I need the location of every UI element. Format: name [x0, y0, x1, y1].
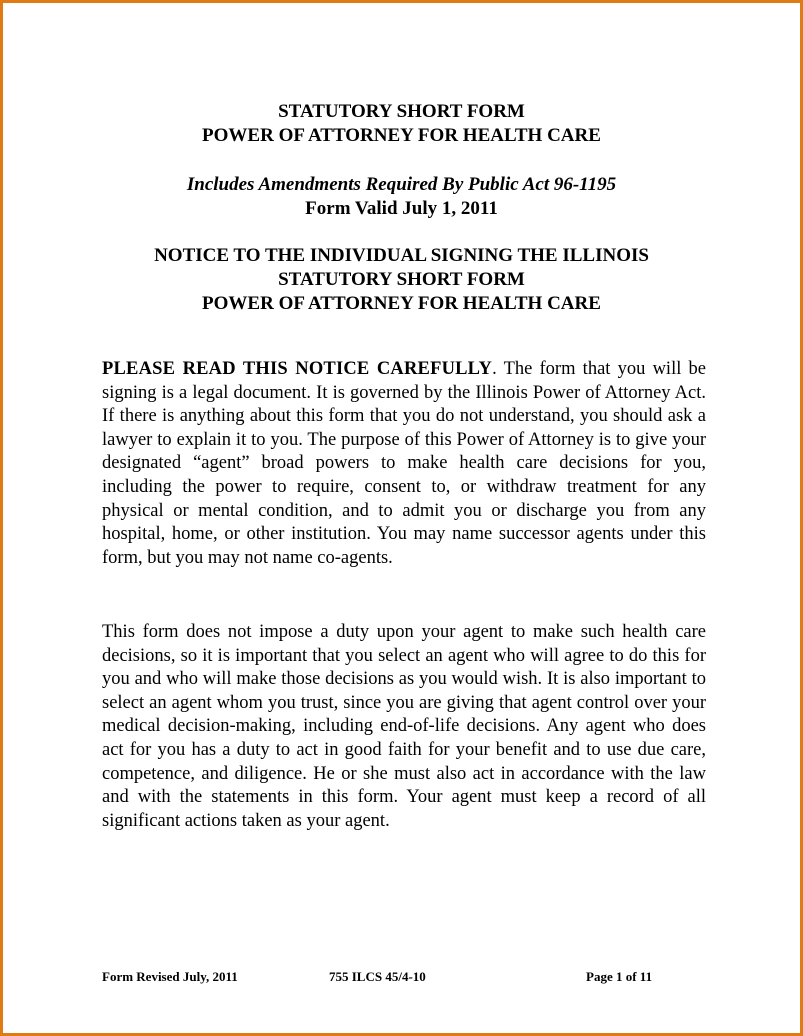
notice-heading — [3, 244, 800, 316]
amendments-note: Includes Amendments Required By Public Act 96-1195 — [186, 174, 617, 195]
notice-heading-line-3: POWER OF ATTORNEY FOR HEALTH CARE — [202, 293, 601, 314]
footer-revised-date: Form Revised July, 2011 — [102, 969, 238, 984]
form-subtitle — [3, 173, 800, 221]
footer-page-number: Page 1 of 11 — [586, 969, 653, 984]
notice-paragraph-1 — [102, 358, 706, 570]
form-title — [3, 100, 800, 148]
page-footer — [3, 969, 800, 989]
footer-statute: 755 ILCS 45/4-10 — [329, 969, 426, 984]
notice-heading-line-2: STATUTORY SHORT FORM — [278, 269, 525, 290]
notice-paragraph-2: This form does not impose a duty upon your agent to make such health care decisions, so it is important that you select an agent who will agree to do this for you and who will make those decisions as you would wish. It is also important to select an agent whom you trust, since you are giving that agent control over your medical decision-making, including end-of-life decisions. Any agent who does act for you has a duty to act in good faith for your benefit and to use due care, competence, and diligence. He or she must also act in accordance with the law and with the statements in this form. Your agent must keep a record of all significant actions taken as your agent. — [102, 622, 706, 831]
form-valid-date: Form Valid July 1, 2011 — [305, 198, 498, 219]
form-title-line-2: POWER OF ATTORNEY FOR HEALTH CARE — [202, 125, 601, 146]
notice-heading-line-1: NOTICE TO THE INDIVIDUAL SIGNING THE ILLINOIS — [154, 245, 649, 266]
form-title-line-1: STATUTORY SHORT FORM — [278, 101, 525, 122]
notice-lead: PLEASE READ THIS NOTICE CAREFULLY — [102, 359, 493, 379]
notice-paragraph-1-text: . The form that you will be signing is a legal document. It is governed by the Illinois Power of Attorney Act. If there is anything about this form that you do not understand, you should ask a lawyer to explain it to you. The purpose of this Power of Attorney is to give your designated “agent” broad powers to make health care decisions for you, including the power to require, consent to, or withdraw treatment for any physical or mental condition, and to admit you or discharge you from any hospital, home, or other institution. You may name successor agents under this form, but you may not name co-agents. — [102, 359, 707, 568]
